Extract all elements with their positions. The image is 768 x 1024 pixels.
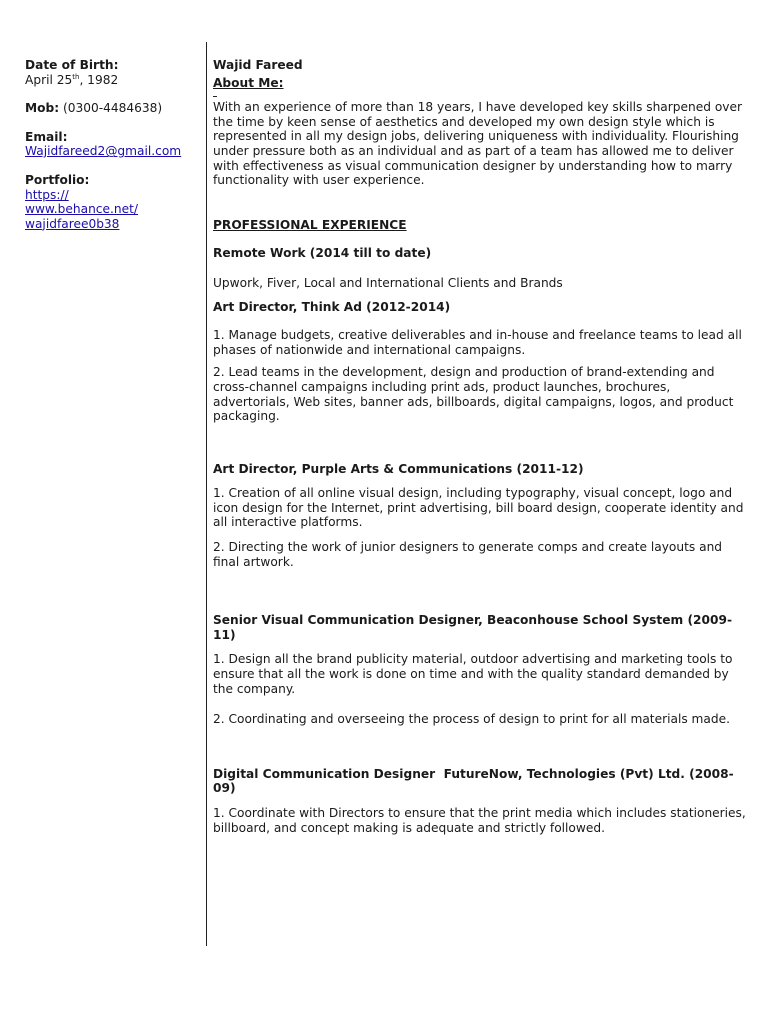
job-duty: 2. Directing the work of junior designers to generate comps and create layouts and final artwork. bbox=[213, 540, 723, 569]
mobile-label: Mob: bbox=[25, 101, 60, 116]
job-title: Digital Communication Designer FutureNow, Technologies (Pvt) Ltd. (2008-09) bbox=[213, 766, 734, 796]
job-title: Art Director, Think Ad (2012-2014) bbox=[213, 299, 451, 314]
portfolio-link-line[interactable]: wajidfaree0b38 bbox=[25, 216, 120, 231]
dob-value: April 25th, 1982 bbox=[25, 72, 119, 87]
job-duty: 1. Coordinate with Directors to ensure that the print media which includes stationeries, billboard, and concept making is adequate and strictly followed. bbox=[213, 806, 746, 835]
job-duty: 1. Creation of all online visual design, including typography, visual concept, logo and icon design for the Internet, print advertising, bill board design, cooperate identity and all interactive platforms. bbox=[213, 486, 744, 530]
job-duty: Upwork, Fiver, Local and International Clients and Brands bbox=[213, 275, 563, 290]
email-link[interactable]: Wajidfareed2@gmail.com bbox=[25, 144, 182, 159]
email-label: Email: bbox=[25, 129, 68, 144]
column-divider bbox=[206, 42, 207, 946]
candidate-name: Wajid Fareed bbox=[213, 58, 303, 72]
job-duty: 2. Coordinating and overseeing the process of design to print for all materials made. bbox=[213, 712, 730, 727]
portfolio-label: Portfolio: bbox=[25, 172, 90, 187]
experience-heading: PROFESSIONAL EXPERIENCE bbox=[213, 217, 407, 232]
portfolio-link[interactable] bbox=[25, 188, 200, 232]
job-entry bbox=[213, 462, 748, 570]
mobile-block bbox=[25, 101, 200, 116]
job-entry bbox=[213, 300, 748, 424]
job-entry bbox=[213, 246, 748, 290]
about-text: With an experience of more than 18 years, I have developed key skills sharpened over the time by keen sense of aesthetics and developed my own design style which is represented in all my design jobs, delivering uniqueness with individuality. Flourishing under pressure both as an individual and as part of a team has allowed me to deliver with effectiveness as visual communication designer by understanding how to marry functionality with user experience. bbox=[213, 100, 743, 188]
dob-label: Date of Birth: bbox=[25, 58, 119, 72]
contact-sidebar bbox=[25, 58, 200, 245]
portfolio-link-line[interactable]: https:// bbox=[25, 187, 69, 202]
mobile-value: (0300-4484638) bbox=[59, 101, 163, 116]
job-title: Remote Work (2014 till to date) bbox=[213, 246, 432, 261]
job-duty: 1. Manage budgets, creative deliverables and in-house and freelance teams to lead all phases of nationwide and international campaigns. bbox=[213, 328, 742, 357]
job-entry bbox=[213, 767, 748, 835]
portfolio-block bbox=[25, 173, 200, 231]
email-block bbox=[25, 130, 200, 159]
resume-main bbox=[213, 58, 748, 835]
job-title: Art Director, Purple Arts & Communications (2011-12) bbox=[213, 461, 584, 476]
underline-mark bbox=[213, 90, 748, 100]
job-entry bbox=[213, 613, 748, 727]
portfolio-link-line[interactable]: www.behance.net/ bbox=[25, 202, 138, 217]
dob-block bbox=[25, 58, 200, 87]
job-title: Senior Visual Communication Designer, Beaconhouse School System (2009-11) bbox=[213, 613, 733, 642]
job-duty: 2. Lead teams in the development, design and production of brand-extending and cross-channel campaigns including print ads, product launches, brochures, advertorials, Web sites, banner ads, billboards, digital campaigns, logos, and product packaging. bbox=[213, 365, 734, 424]
about-heading: About Me: bbox=[213, 75, 284, 90]
job-duty: 1. Design all the brand publicity material, outdoor advertising and marketing tools to ensure that all the work is done on time and with the quality standard demanded by the company. bbox=[213, 652, 733, 696]
